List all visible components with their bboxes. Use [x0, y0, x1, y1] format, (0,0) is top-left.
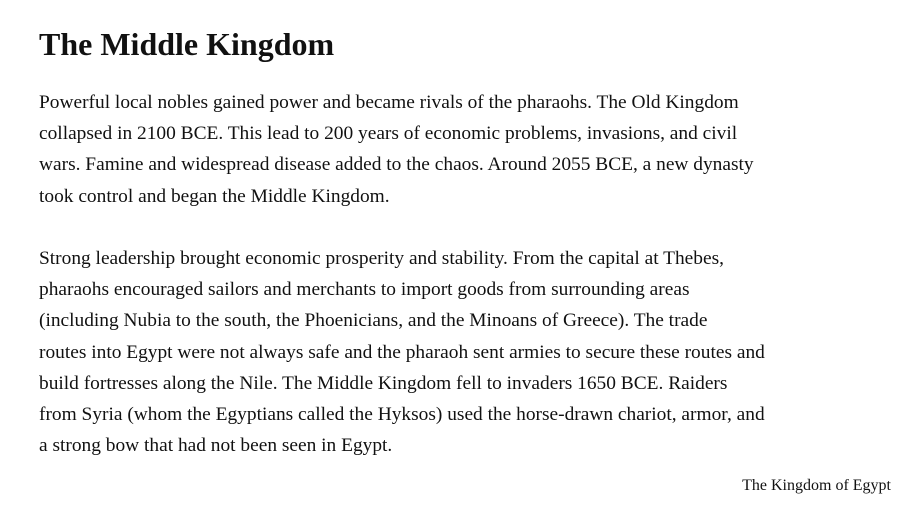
slide-footer: The Kingdom of Egypt: [742, 477, 891, 494]
paragraph-line: took control and began the Middle Kingdom.: [39, 185, 390, 207]
paragraph-line: Powerful local nobles gained power and became rivals of the pharaohs. The Old Kingdom: [39, 92, 739, 113]
paragraph-2: [39, 243, 865, 461]
slide-title: The Middle Kingdom: [39, 26, 335, 62]
paragraph-line: a strong bow that had not been seen in Egypt.: [39, 435, 393, 457]
slide-body: [39, 87, 865, 461]
paragraph-line: collapsed in 2100 BCE. This lead to 200 years of economic problems, invasions, and civil: [39, 123, 738, 145]
paragraph-line: from Syria (whom the Egyptians called the Hyksos) used the horse-drawn chariot, armor, and: [39, 403, 765, 425]
paragraph-line: pharaohs encouraged sailors and merchants to import goods from surrounding areas: [39, 279, 690, 301]
paragraph-line: routes into Egypt were not always safe and the pharaoh sent armies to secure these routes and: [39, 341, 765, 363]
paragraph-line: build fortresses along the Nile. The Middle Kingdom fell to invaders 1650 BCE. Raiders: [39, 372, 728, 394]
paragraph-line: (including Nubia to the south, the Phoenicians, and the Minoans of Greece). The trade: [39, 310, 708, 332]
paragraph-line: wars. Famine and widespread disease added to the chaos. Around 2055 BCE, a new dynasty: [39, 154, 754, 176]
paragraph-line: Strong leadership brought economic prosperity and stability. From the capital at Thebes,: [39, 247, 724, 269]
paragraph-spacer: [39, 212, 865, 243]
paragraph-1: [39, 87, 865, 212]
